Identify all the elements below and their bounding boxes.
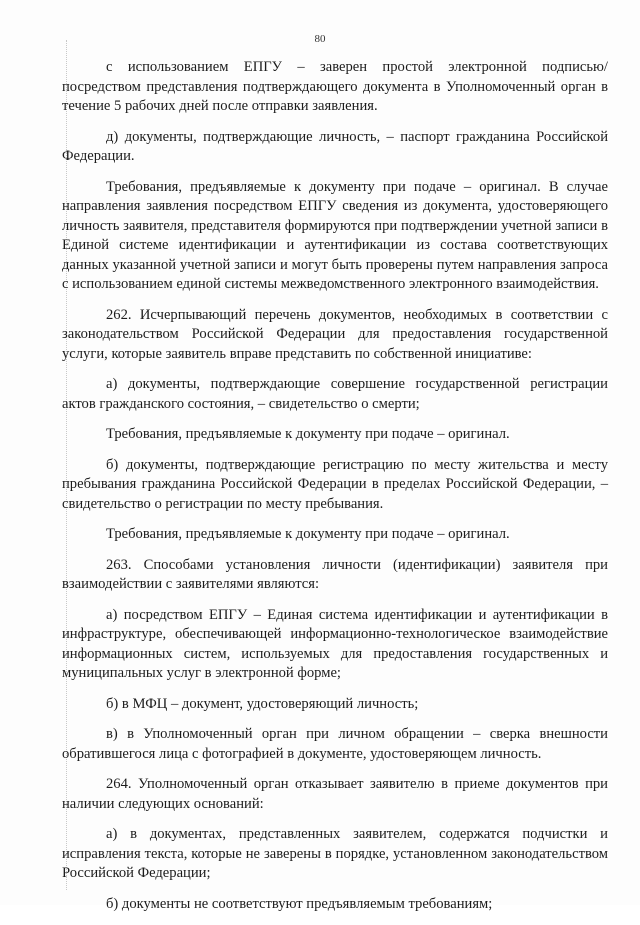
paragraph-262-a: а) документы, подтверждающие совершение государственной регистрации актов гражданского состояния, – свидетельство о смерти; (62, 376, 608, 412)
paragraph-264-a: а) в документах, представленных заявителем, содержатся подчистки и исправления текста, которые не заверены в порядке, установленном законодательством Российской Федерации; (62, 826, 608, 881)
paragraph-263-c: в) в Уполномоченный орган при личном обращении – сверка внешности обратившегося лица с фотографией в документе, удостоверяющем личность. (62, 726, 608, 762)
paragraph-requirements-original-1: Требования, предъявляемые к документу при подаче – оригинал. (106, 426, 510, 442)
paragraph-262-b: б) документы, подтверждающие регистрацию по месту жительства и месту пребывания гражданина Российской Федерации в пределах Российской Федерации, – свидетельство о регистрации по месту пребывания. (62, 456, 608, 512)
paragraph-262-list: 262. Исчерпывающий перечень документов, необходимых в соответствии с законодательством Российской Федерации для предоставления государственной услуги, которые заявитель вправе представить по собственной инициативе: (62, 306, 608, 362)
paragraph-264-b: б) документы не соответствуют предъявляемым требованиям; (106, 895, 493, 912)
paragraph-identity-requirements: Требования, предъявляемые к документу при подаче – оригинал. В случае направления заявления посредством ЕПГУ сведения из документа, удостоверяющего личность заявителя, представителя формируются при подтверждении учетной записи в Единой системе идентификации и аутентификации из состава соответствующих данных указанной учетной записи и могут быть проверены путем направления запроса с использованием единой системы межведомственного электронного взаимодействия. (62, 178, 608, 292)
paragraph-263-b: б) в МФЦ – документ, удостоверяющий личность; (106, 695, 419, 712)
paragraph-264-refusal: 264. Уполномоченный орган отказывает заявителю в приеме документов при наличии следующих оснований: (62, 776, 608, 812)
paragraph-requirements-original-2: Требования, предъявляемые к документу при подаче – оригинал. (106, 526, 510, 542)
paragraph-263-methods: 263. Способами установления личности (идентификации) заявителя при взаимодействии с заявителями являются: (62, 556, 608, 592)
paragraph-263-a: а) посредством ЕПГУ – Единая система идентификации и аутентификации в инфраструктуре, обеспечивающей информационно-технологическое взаимодействие информационных систем, используемых для предоставления государственных и муниципальных услуг в электронной форме; (62, 606, 608, 681)
paragraph-epgu-signature: с использованием ЕПГУ – заверен простой электронной подписью/ посредством представления подтверждающего документа в Уполномоченный орган в течение 5 рабочих дней после отправки заявления. (62, 59, 608, 114)
document-body (62, 58, 608, 925)
page-number: 80 (314, 33, 326, 45)
paragraph-identity-documents: д) документы, подтверждающие личность, – паспорт гражданина Российской Федерации. (62, 128, 608, 164)
